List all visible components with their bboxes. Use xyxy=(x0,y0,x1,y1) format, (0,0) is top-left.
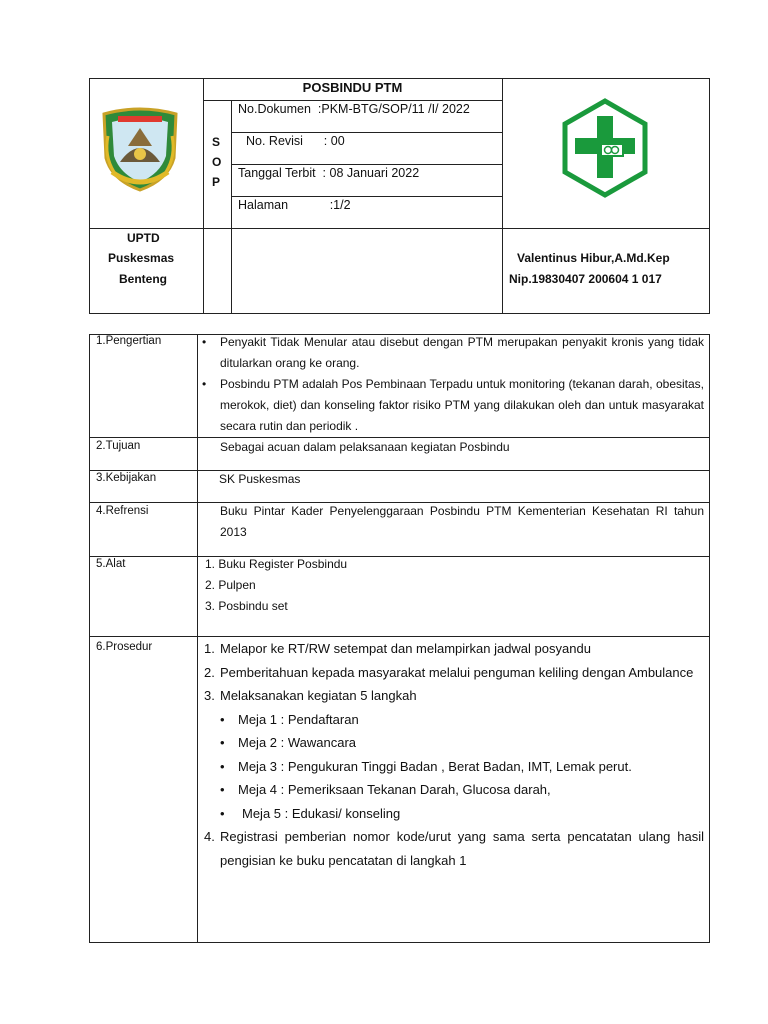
regional-crest-logo xyxy=(98,106,182,192)
pengertian-content xyxy=(198,332,704,437)
step-3-text: Melaksanakan kegiatan 5 langkah xyxy=(220,688,417,703)
prosedur-content xyxy=(204,637,704,872)
alat-item-2: 2. Pulpen xyxy=(205,578,256,592)
alat-list xyxy=(205,554,347,617)
label-kebijakan: 3.Kebijakan xyxy=(96,472,157,484)
org-line-3: Benteng xyxy=(119,272,167,286)
label-alat: 5.Alat xyxy=(96,558,126,570)
tanggal-terbit: Tanggal Terbit : 08 Januari 2022 xyxy=(238,166,420,180)
sop-letter-s: S xyxy=(212,135,221,149)
prosedur-step-1 xyxy=(204,637,704,661)
halaman: Halaman :1/2 xyxy=(238,198,351,212)
sop-letter-p: P xyxy=(212,175,221,189)
step-2-text: Pemberitahuan kepada masyarakat melalui penguman keliling dengan Ambulance xyxy=(220,664,694,680)
pengertian-item-2: • Posbindu PTM adalah Pos Pembinaan Terpadu untuk monitoring (tekanan darah, obesitas, merokok, diet) dan konseling faktor risiko PTM yang dilakukan oleh dan untuk masyarakat secara rutin dan periodik . xyxy=(198,374,704,437)
no-dokumen: No.Dokumen :PKM-BTG/SOP/11 /I/ 2022 xyxy=(238,102,470,116)
prosedur-step-2 xyxy=(204,661,704,685)
label-pengertian: 1.Pengertian xyxy=(96,335,162,347)
prosedur-step-4 xyxy=(204,825,704,872)
step-marker-4: 4. xyxy=(204,829,215,844)
meja-2: • Meja 2 : Wawancara xyxy=(216,731,704,755)
prosedur-step-3 xyxy=(204,684,704,708)
tujuan-text: Sebagai acuan dalam pelaksanaan kegiatan Posbindu xyxy=(220,440,510,454)
step-4-text: Registrasi pemberian nomor kode/urut yang sama serta pencatatan ulang hasil pengisian ke buku pencatatan di langkah 1 xyxy=(220,829,704,868)
step-1-text: Melapor ke RT/RW setempat dan melampirkan jadwal posyandu xyxy=(220,641,591,656)
document-title: POSBINDU PTM xyxy=(302,80,403,95)
org-line-1: UPTD xyxy=(127,231,160,245)
meja-5: • Meja 5 : Edukasi/ konseling xyxy=(216,802,704,826)
signer-nip: Nip.19830407 200604 1 017 xyxy=(509,272,662,286)
meja-3: • Meja 3 : Pengukuran Tinggi Badan , Berat Badan, IMT, Lemak perut. xyxy=(216,755,704,779)
alat-item-1: 1. Buku Register Posbindu xyxy=(205,557,348,571)
refrensi-text: Buku Pintar Kader Penyelenggaraan Posbindu PTM Kementerian Kesehatan RI tahun 2013 xyxy=(220,504,704,539)
signer-name: Valentinus Hibur,A.Md.Kep xyxy=(517,251,670,265)
meja-1: • Meja 1 : Pendaftaran xyxy=(216,708,704,732)
step-marker-1: 1. xyxy=(204,641,215,656)
step-marker-2: 2. xyxy=(204,664,215,680)
kebijakan-text: SK Puskesmas xyxy=(219,472,301,486)
no-revisi: No. Revisi : 00 xyxy=(246,134,345,148)
meja-4: • Meja 4 : Pemeriksaan Tekanan Darah, Glucosa darah, xyxy=(216,778,704,802)
alat-item-3: 3. Posbindu set xyxy=(205,599,288,613)
pengertian-item-1: • Penyakit Tidak Menular atau disebut dengan PTM merupakan penyakit kronis yang tidak ditularkan orang ke orang. xyxy=(198,332,704,374)
sop-letter-o: O xyxy=(212,155,222,169)
label-refrensi: 4.Refrensi xyxy=(96,505,149,517)
label-prosedur: 6.Prosedur xyxy=(96,641,153,653)
puskesmas-logo xyxy=(560,98,650,198)
step-marker-3: 3. xyxy=(204,688,215,703)
label-tujuan: 2.Tujuan xyxy=(96,440,141,452)
org-line-2: Puskesmas xyxy=(108,251,175,265)
